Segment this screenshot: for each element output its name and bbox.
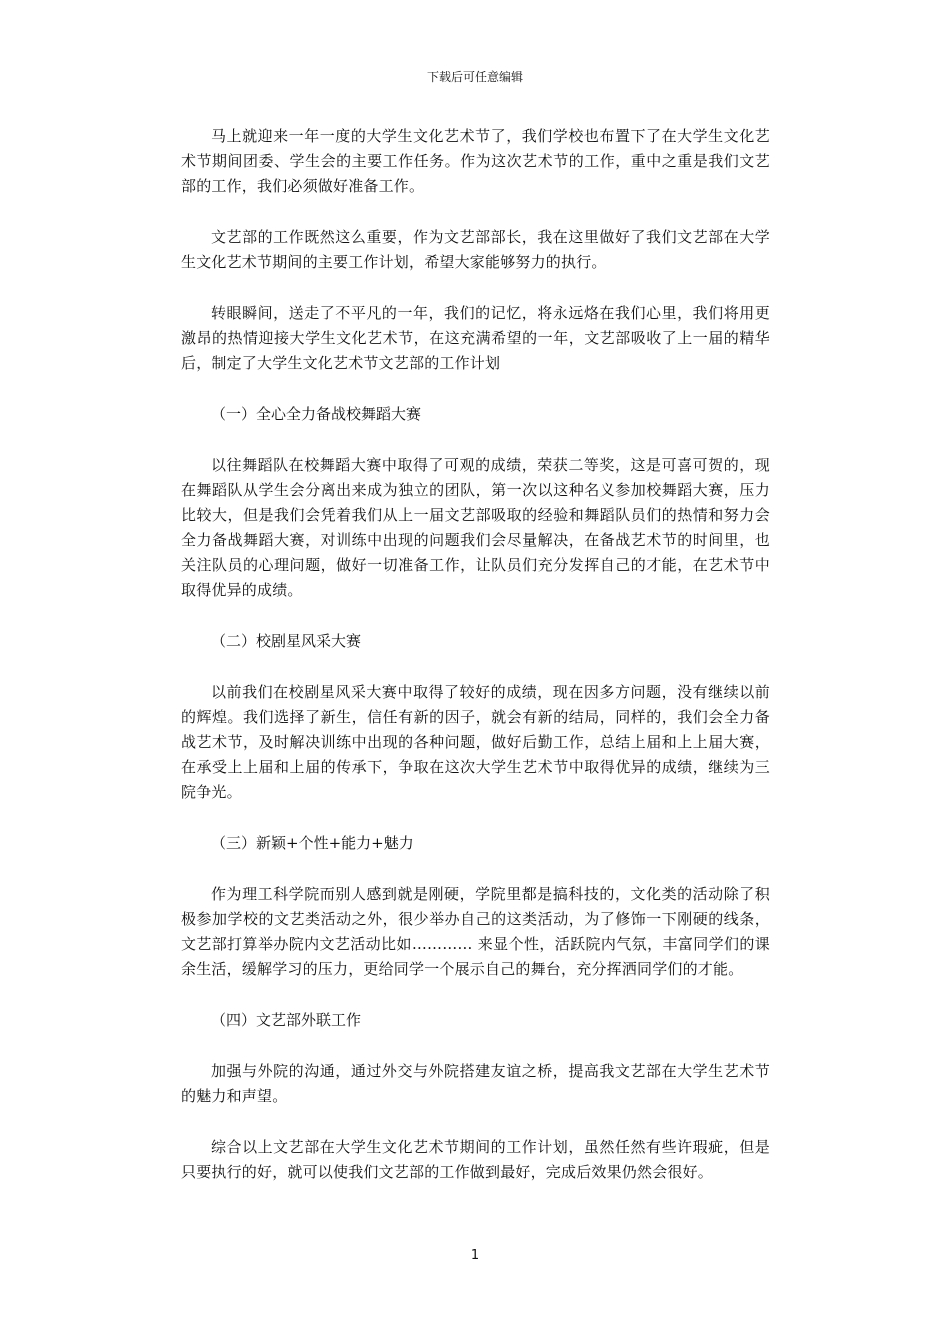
paragraph-plan-overview: 转眼瞬间，送走了不平凡的一年，我们的记忆，将永远烙在我们心里，我们将用更激昂的热情迎接大学生文化艺术节，在这充满希望的一年，文艺部吸收了上一届的精华后，制定了大学生文化艺术节文艺部的工作计划 [181,304,770,372]
paragraph-dance: 以往舞蹈队在校舞蹈大赛中取得了可观的成绩，荣获二等奖，这是可喜可贺的，现在舞蹈队从学生会分离出来成为独立的团队，第一次以这种名义参加校舞蹈大赛，压力比较大，但是我们会凭着我们从上一届文艺部吸取的经验和舞蹈队员们的热情和努力会全力备战舞蹈大赛，对训练中出现的问题我们会尽量解决，在备战艺术节的时间里，也关注队员的心理问题，做好一切准备工作，让队员们充分发挥自己的才能，在艺术节中取得优异的成绩。 [181,456,770,599]
paragraph-intro: 马上就迎来一年一度的大学生文化艺术节了，我们学校也布置下了在大学生文化艺术节期间团委、学生会的主要工作任务。作为这次艺术节的工作，重中之重是我们文艺部的工作，我们必须做好准备工作。 [181,127,770,195]
section-heading-outreach: （四）文艺部外联工作 [211,1011,362,1029]
section-heading-dance: （一）全心全力备战校舞蹈大赛 [211,405,422,423]
paragraph-importance: 文艺部的工作既然这么重要，作为文艺部部长，我在这里做好了我们文艺部在大学生文化艺术节期间的主要工作计划，希望大家能够努力的执行。 [181,228,770,271]
section-heading-innovation: （三）新颖+个性+能力+魅力 [211,834,414,852]
document-body [181,124,770,1211]
header-note: 下载后可任意编辑 [426,70,523,84]
section-heading-drama: （二）校剧星风采大赛 [211,632,362,650]
paragraph-innovation: 作为理工科学院而别人感到就是刚硬，学院里都是搞科技的，文化类的活动除了积极参加学校的文艺类活动之外，很少举办自己的这类活动，为了修饰一下刚硬的线条，文艺部打算举办院内文艺活动比如………… 来显个性，活跃院内气氛，丰富同学们的课余生活，缓解学习的压力，更给同学一个展示自己的舞台，充分挥洒同学们的才能。 [181,885,770,978]
page-number: 1 [470,1248,480,1263]
paragraph-drama: 以前我们在校剧星风采大赛中取得了较好的成绩，现在因多方问题，没有继续以前的辉煌。我们选择了新生，信任有新的因子，就会有新的结局，同样的，我们会全力备战艺术节，及时解决训练中出现的各种问题，做好后勤工作，总结上届和上上届大赛，在承受上上届和上届的传承下，争取在这次大学生艺术节中取得优异的成绩，继续为三院争光。 [181,683,770,801]
paragraph-outreach: 加强与外院的沟通，通过外交与外院搭建友谊之桥，提高我文艺部在大学生艺术节的魅力和声望。 [181,1062,770,1105]
paragraph-conclusion: 综合以上文艺部在大学生文化艺术节期间的工作计划，虽然任然有些许瑕疵，但是只要执行的好，就可以使我们文艺部的工作做到最好，完成后效果仍然会很好。 [181,1138,770,1181]
